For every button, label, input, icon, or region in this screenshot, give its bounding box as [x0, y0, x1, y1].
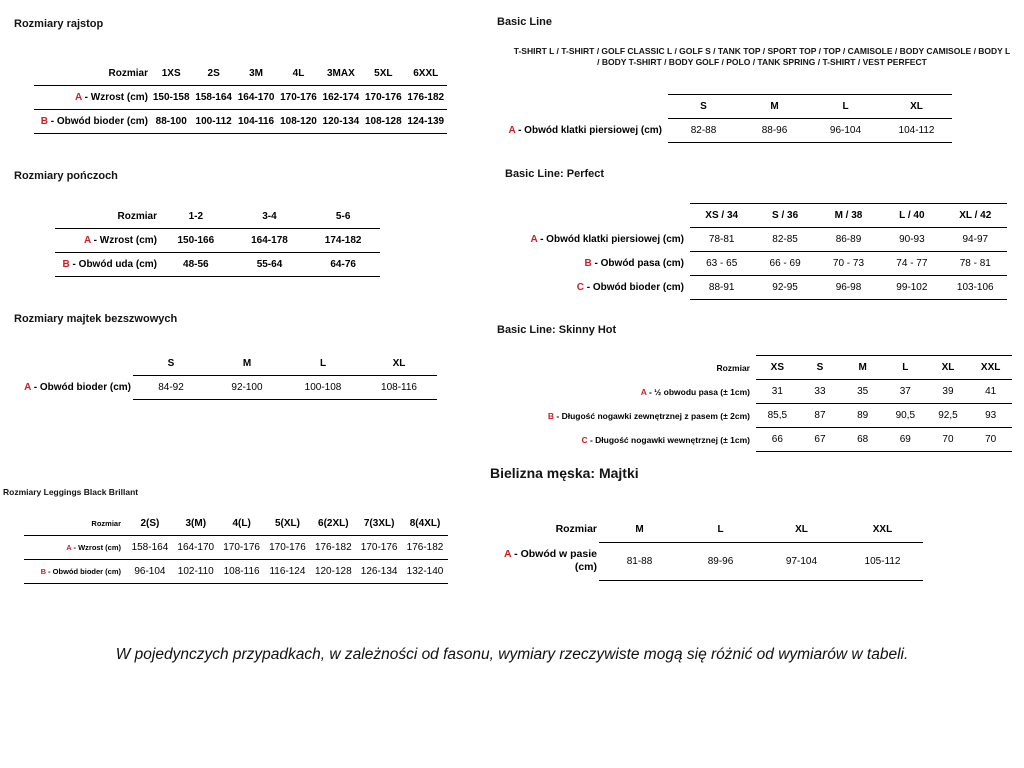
size-value: 97-104: [761, 542, 842, 580]
size-value: 96-98: [817, 276, 880, 300]
size-value: 102-110: [173, 560, 219, 584]
size-value: 164-170: [235, 86, 277, 110]
measurement-label: A - Obwód w pasie (cm): [504, 548, 597, 574]
size-value: 176-182: [405, 86, 447, 110]
size-header-row: [55, 205, 380, 229]
measurement-letter: A: [84, 235, 91, 246]
measurement-row: [502, 380, 1012, 404]
size-value: 92-95: [753, 276, 816, 300]
section-title-stockings: Rozmiary pończoch: [14, 170, 118, 182]
size-column-header: 3M: [235, 62, 277, 86]
size-column-header: 1-2: [159, 205, 233, 229]
size-column-header: XL: [761, 517, 842, 542]
measurement-row: [502, 404, 1012, 428]
measurement-label: C - Obwód bioder (cm): [576, 282, 684, 293]
size-column-header: L: [810, 95, 881, 119]
size-value: 89-96: [680, 542, 761, 580]
measurement-label: B - Obwód uda (cm): [55, 253, 159, 277]
size-value: 108-116: [361, 376, 437, 400]
size-column-header: XL: [361, 352, 437, 376]
measurement-row: [512, 252, 1007, 276]
size-value: 170-176: [265, 536, 311, 560]
measurement-label: B - Obwód bioder (cm): [24, 560, 127, 584]
size-column-header: L: [285, 352, 361, 376]
size-value: 132-140: [402, 560, 448, 584]
measurement-row: [34, 110, 447, 134]
measurement-letter: A: [640, 386, 647, 397]
size-value: 82-85: [753, 228, 816, 252]
size-column-header: L / 40: [880, 204, 943, 228]
measurement-row: [24, 536, 448, 560]
size-header-row: [490, 95, 952, 119]
size-value: 37: [884, 380, 927, 404]
size-header-row: [500, 517, 923, 542]
size-label-header: Rozmiar: [34, 62, 150, 86]
size-table-basic-line: [490, 94, 952, 143]
measurement-letter: C: [581, 434, 588, 445]
size-column-header: M: [841, 356, 884, 380]
measurement-label: A - Wzrost (cm): [24, 536, 127, 560]
size-value: 96-104: [127, 560, 173, 584]
size-value: 41: [969, 380, 1012, 404]
size-value: 170-176: [362, 86, 404, 110]
size-column-header: 8(4XL): [402, 512, 448, 536]
section-title-skinny-hot: Basic Line: Skinny Hot: [497, 324, 617, 336]
size-column-header: M: [209, 352, 285, 376]
size-value: 158-164: [192, 86, 234, 110]
section-title-mens-briefs: Bielizna męska: Majtki: [490, 465, 639, 481]
measurement-letter: B: [40, 567, 46, 576]
size-label-header: [512, 204, 690, 228]
size-value: 108-128: [362, 110, 404, 134]
size-label-header: Rozmiar: [716, 362, 750, 373]
measurement-label: C - Długość nogawki wewnętrznej (± 1cm): [581, 434, 750, 445]
size-value: 124-139: [405, 110, 447, 134]
size-header-row: [34, 62, 447, 86]
size-value: 48-56: [159, 253, 233, 277]
size-value: 170-176: [356, 536, 402, 560]
measurement-letter: A: [75, 92, 82, 103]
size-value: 174-182: [306, 229, 380, 253]
size-header-row: [512, 204, 1007, 228]
size-column-header: S: [668, 95, 739, 119]
size-column-header: L: [884, 356, 927, 380]
size-column-header: XL / 42: [944, 204, 1007, 228]
size-column-header: L: [680, 517, 761, 542]
size-value: 176-182: [402, 536, 448, 560]
size-value: 108-120: [277, 110, 319, 134]
measurement-letter: B: [40, 116, 48, 127]
size-label-header: Rozmiar: [55, 205, 159, 229]
size-value: 82-88: [668, 119, 739, 143]
size-label-header: Rozmiar: [24, 512, 127, 536]
size-value: 63 - 65: [690, 252, 753, 276]
measurement-letter: C: [576, 282, 584, 293]
size-column-header: M: [739, 95, 810, 119]
size-column-header: S: [133, 352, 209, 376]
size-column-header: S / 36: [753, 204, 816, 228]
size-value: 64-76: [306, 253, 380, 277]
measurement-row: [34, 86, 447, 110]
section-title-leggings: Rozmiary Leggings Black Brillant: [3, 487, 139, 497]
size-value: 164-170: [173, 536, 219, 560]
measurement-row: [512, 276, 1007, 300]
measurement-label: A - ½ obwodu pasa (± 1cm): [640, 386, 750, 397]
size-value: 66 - 69: [753, 252, 816, 276]
section-title-basic-line-perfect: Basic Line: Perfect: [505, 168, 605, 180]
size-value: 105-112: [842, 542, 923, 580]
size-table-mens-briefs: [500, 517, 923, 581]
measurement-row: [24, 560, 448, 584]
size-value: 92-100: [209, 376, 285, 400]
size-value: 93: [969, 404, 1012, 428]
size-column-header: 3(M): [173, 512, 219, 536]
size-column-header: XXL: [842, 517, 923, 542]
size-table-tights: [34, 62, 447, 134]
size-column-header: 4L: [277, 62, 319, 86]
size-value: 120-134: [320, 110, 362, 134]
size-value: 90-93: [880, 228, 943, 252]
measurement-row: [490, 119, 952, 143]
measurement-letter: A: [530, 234, 538, 245]
measurement-letter: B: [62, 259, 70, 270]
measurement-label: A - Obwód bioder (cm): [24, 382, 131, 393]
size-value: 35: [841, 380, 884, 404]
measurement-letter: B: [584, 258, 592, 269]
size-table-leggings: [24, 512, 448, 584]
size-header-row: [502, 356, 1012, 380]
size-value: 70 - 73: [817, 252, 880, 276]
size-column-header: XS: [756, 356, 799, 380]
measurement-row: [55, 253, 380, 277]
section-title-seamless-panties: Rozmiary majtek bezszwowych: [14, 313, 178, 325]
size-value: 86-89: [817, 228, 880, 252]
measurement-row: [14, 376, 437, 400]
size-value: 176-182: [310, 536, 356, 560]
measurement-row: [500, 542, 923, 580]
size-value: 70: [927, 428, 970, 452]
size-value: 68: [841, 428, 884, 452]
size-value: 66: [756, 428, 799, 452]
size-table-skinny-hot: [502, 355, 1012, 452]
size-column-header: 1XS: [150, 62, 192, 86]
size-column-header: 3MAX: [320, 62, 362, 86]
size-value: 100-112: [192, 110, 234, 134]
size-column-header: S: [799, 356, 842, 380]
size-table-seamless-panties: [14, 352, 437, 400]
measurement-row: [55, 229, 380, 253]
measurement-letter: A: [66, 543, 72, 552]
size-column-header: 2(S): [127, 512, 173, 536]
basic-line-product-list: T-SHIRT L / T-SHIRT / GOLF CLASSIC L / GOLF S / TANK TOP / SPORT TOP / TOP / CAMISOLE / BODY CAMISOLE / BODY L / BODY T-SHIRT / BODY GOLF / POLO / TANK SPRING / T-SHIRT / VEST PERFECT: [513, 46, 1011, 68]
size-label-header: [14, 352, 133, 376]
size-value: 170-176: [277, 86, 319, 110]
size-label-header: Rozmiar: [555, 523, 597, 535]
size-value: 39: [927, 380, 970, 404]
size-column-header: 4(L): [219, 512, 265, 536]
size-column-header: M: [599, 517, 680, 542]
size-value: 89: [841, 404, 884, 428]
size-column-header: 5-6: [306, 205, 380, 229]
size-value: 92,5: [927, 404, 970, 428]
measurement-letter: A: [508, 125, 516, 136]
size-column-header: M / 38: [817, 204, 880, 228]
size-column-header: 7(3XL): [356, 512, 402, 536]
size-value: 104-116: [235, 110, 277, 134]
measurement-letter: A: [504, 548, 512, 561]
size-value: 100-108: [285, 376, 361, 400]
size-value: 87: [799, 404, 842, 428]
size-column-header: 3-4: [233, 205, 307, 229]
size-column-header: XL: [881, 95, 952, 119]
measurement-letter: B: [547, 410, 555, 421]
size-value: 69: [884, 428, 927, 452]
measurement-row: [512, 228, 1007, 252]
size-value: 90,5: [884, 404, 927, 428]
size-value: 85,5: [756, 404, 799, 428]
measurement-label: A - Wzrost (cm): [34, 86, 150, 110]
measurement-label: A - Wzrost (cm): [55, 229, 159, 253]
size-value: 158-164: [127, 536, 173, 560]
measurement-label: B - Obwód pasa (cm): [584, 258, 684, 269]
size-value: 150-158: [150, 86, 192, 110]
size-value: 88-100: [150, 110, 192, 134]
size-value: 116-124: [265, 560, 311, 584]
size-value: 103-106: [944, 276, 1007, 300]
measurement-label: A - Obwód klatki piersiowej (cm): [508, 125, 662, 136]
size-value: 31: [756, 380, 799, 404]
size-column-header: 2S: [192, 62, 234, 86]
section-title-basic-line: Basic Line: [497, 16, 553, 28]
size-table-stockings: [55, 205, 380, 277]
section-title-tights: Rozmiary rajstop: [14, 18, 104, 30]
size-value: 84-92: [133, 376, 209, 400]
size-value: 99-102: [880, 276, 943, 300]
size-column-header: 6XXL: [405, 62, 447, 86]
size-column-header: XXL: [969, 356, 1012, 380]
size-label-header: [490, 95, 668, 119]
size-column-header: XL: [927, 356, 970, 380]
size-value: 170-176: [219, 536, 265, 560]
measurement-label: B - Długość nogawki zewnętrznej z pasem (± 2cm): [547, 410, 750, 421]
size-value: 78 - 81: [944, 252, 1007, 276]
size-value: 81-88: [599, 542, 680, 580]
measurement-letter: A: [24, 382, 31, 393]
size-column-header: 5(XL): [265, 512, 311, 536]
measurement-label: B - Obwód bioder (cm): [34, 110, 150, 134]
size-value: 55-64: [233, 253, 307, 277]
size-value: 96-104: [810, 119, 881, 143]
size-value: 120-128: [310, 560, 356, 584]
size-column-header: 6(2XL): [310, 512, 356, 536]
size-value: 108-116: [219, 560, 265, 584]
size-value: 78-81: [690, 228, 753, 252]
size-value: 67: [799, 428, 842, 452]
size-column-header: XS / 34: [690, 204, 753, 228]
size-value: 70: [969, 428, 1012, 452]
size-column-header: 5XL: [362, 62, 404, 86]
measurement-row: [502, 428, 1012, 452]
size-value: 88-91: [690, 276, 753, 300]
size-value: 94-97: [944, 228, 1007, 252]
size-table-basic-line-perfect: [512, 203, 1007, 300]
size-value: 164-178: [233, 229, 307, 253]
measurement-label: A - Obwód klatki piersiowej (cm): [530, 234, 684, 245]
size-value: 162-174: [320, 86, 362, 110]
size-value: 33: [799, 380, 842, 404]
size-header-row: [14, 352, 437, 376]
size-value: 88-96: [739, 119, 810, 143]
size-value: 126-134: [356, 560, 402, 584]
size-header-row: [24, 512, 448, 536]
size-value: 150-166: [159, 229, 233, 253]
size-value: 74 - 77: [880, 252, 943, 276]
disclaimer-note: W pojedynczych przypadkach, w zależności od fasonu, wymiary rzeczywiste mogą się różnić od wymiarów w tabeli.: [115, 646, 909, 663]
size-value: 104-112: [881, 119, 952, 143]
